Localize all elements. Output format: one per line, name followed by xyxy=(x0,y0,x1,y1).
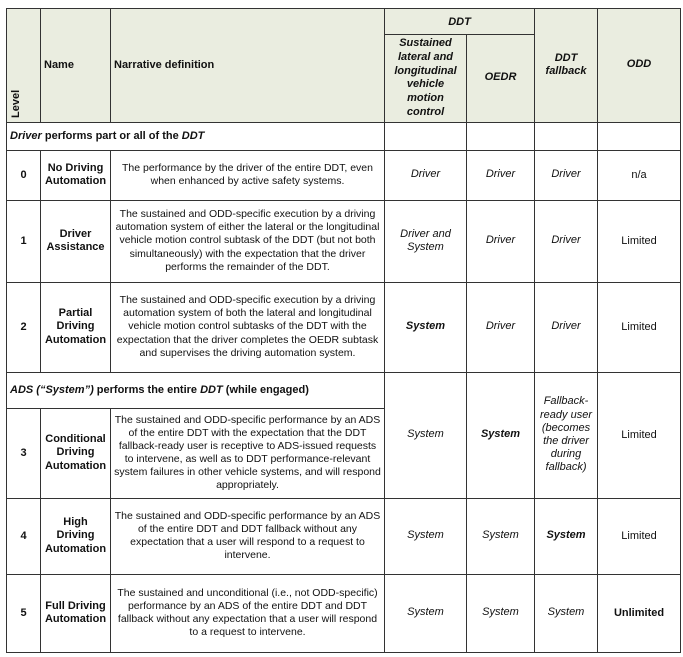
sustained-cell: System xyxy=(385,282,467,372)
sustained-cell: Driver and System xyxy=(385,200,467,282)
fallback-cell: System xyxy=(535,498,598,574)
driver-section-heading: Driver performs part or all of the DDT xyxy=(7,122,385,150)
table-row xyxy=(7,150,681,200)
oedr-cell: System xyxy=(467,498,535,574)
sae-levels-table xyxy=(6,8,681,653)
level-number: 5 xyxy=(7,574,41,652)
ads-section-heading: ADS (“System”) performs the entire DDT (while engaged) xyxy=(7,372,385,408)
level-number: 3 xyxy=(7,408,41,498)
empty-cell xyxy=(467,122,535,150)
oedr-header: OEDR xyxy=(467,35,535,123)
empty-cell xyxy=(598,122,681,150)
fallback-cell: Driver xyxy=(535,200,598,282)
level-name: Partial Driving Automation xyxy=(41,282,111,372)
odd-cell: Unlimited xyxy=(598,574,681,652)
ddt-header: DDT xyxy=(385,9,535,35)
fallback-cell: Driver xyxy=(535,150,598,200)
level-definition: The sustained and unconditional (i.e., not ODD-specific) performance by an ADS of the entire DDT and DDT fallback without any expectation that a user will respond to a request to intervene. xyxy=(111,574,385,652)
odd-cell: Limited xyxy=(598,498,681,574)
odd-header: ODD xyxy=(598,9,681,123)
sustained-cell-merged: System xyxy=(385,372,467,498)
level-name: High Driving Automation xyxy=(41,498,111,574)
fallback-cell: Fallback-ready user (becomes the driver during fallback) xyxy=(535,372,598,498)
level-header-label: Level xyxy=(10,89,22,118)
level-name: Driver Assistance xyxy=(41,200,111,282)
odd-cell: Limited xyxy=(598,282,681,372)
level-number: 1 xyxy=(7,200,41,282)
narrative-header: Narrative definition xyxy=(111,9,385,123)
level-definition: The sustained and ODD-specific performance by an ADS of the entire DDT and DDT fallback without any expectation that a user will respond to a request to intervene. xyxy=(111,498,385,574)
name-header: Name xyxy=(41,9,111,123)
level-definition: The sustained and ODD-specific performance by an ADS of the entire DDT with the expectation that the DDT fallback-ready user is receptive to ADS-issued requests to intervene, as well as to DDT performance-relevant system failures in other vehicle systems, and will respond appropriately. xyxy=(111,408,385,498)
oedr-cell: Driver xyxy=(467,200,535,282)
odd-cell: Limited xyxy=(598,200,681,282)
sustained-cell: System xyxy=(385,574,467,652)
oedr-cell: System xyxy=(467,574,535,652)
level-number: 2 xyxy=(7,282,41,372)
empty-cell xyxy=(535,122,598,150)
table-row xyxy=(7,282,681,372)
level-header xyxy=(7,9,41,123)
fallback-header: DDT fallback xyxy=(535,9,598,123)
odd-cell: n/a xyxy=(598,150,681,200)
level-definition: The sustained and ODD-specific execution by a driving automation system of both the lateral and longitudinal vehicle motion control subtasks of the DDT with the expectation that the driver completes the OEDR subtask and supervises the driving automation system. xyxy=(111,282,385,372)
sustained-cell: Driver xyxy=(385,150,467,200)
fallback-cell: Driver xyxy=(535,282,598,372)
level-name: No Driving Automation xyxy=(41,150,111,200)
empty-cell xyxy=(385,122,467,150)
level-definition: The sustained and ODD-specific execution by a driving automation system of either the lateral or the longitudinal vehicle motion control subtask of the DDT (but not both simultaneously) with the expectation that the driver performs the remainder of the DDT. xyxy=(111,200,385,282)
level-number: 0 xyxy=(7,150,41,200)
oedr-cell: Driver xyxy=(467,150,535,200)
oedr-cell: Driver xyxy=(467,282,535,372)
fallback-cell: System xyxy=(535,574,598,652)
sustained-header: Sustained lateral and longitudinal vehicle motion control xyxy=(385,35,467,123)
level-number: 4 xyxy=(7,498,41,574)
level-name: Conditional Driving Automation xyxy=(41,408,111,498)
odd-cell: Limited xyxy=(598,372,681,498)
level-name: Full Driving Automation xyxy=(41,574,111,652)
sustained-cell: System xyxy=(385,498,467,574)
level-definition: The performance by the driver of the entire DDT, even when enhanced by active safety systems. xyxy=(111,150,385,200)
table-row xyxy=(7,574,681,652)
oedr-cell-merged: System xyxy=(467,372,535,498)
table-row xyxy=(7,200,681,282)
table-row xyxy=(7,498,681,574)
